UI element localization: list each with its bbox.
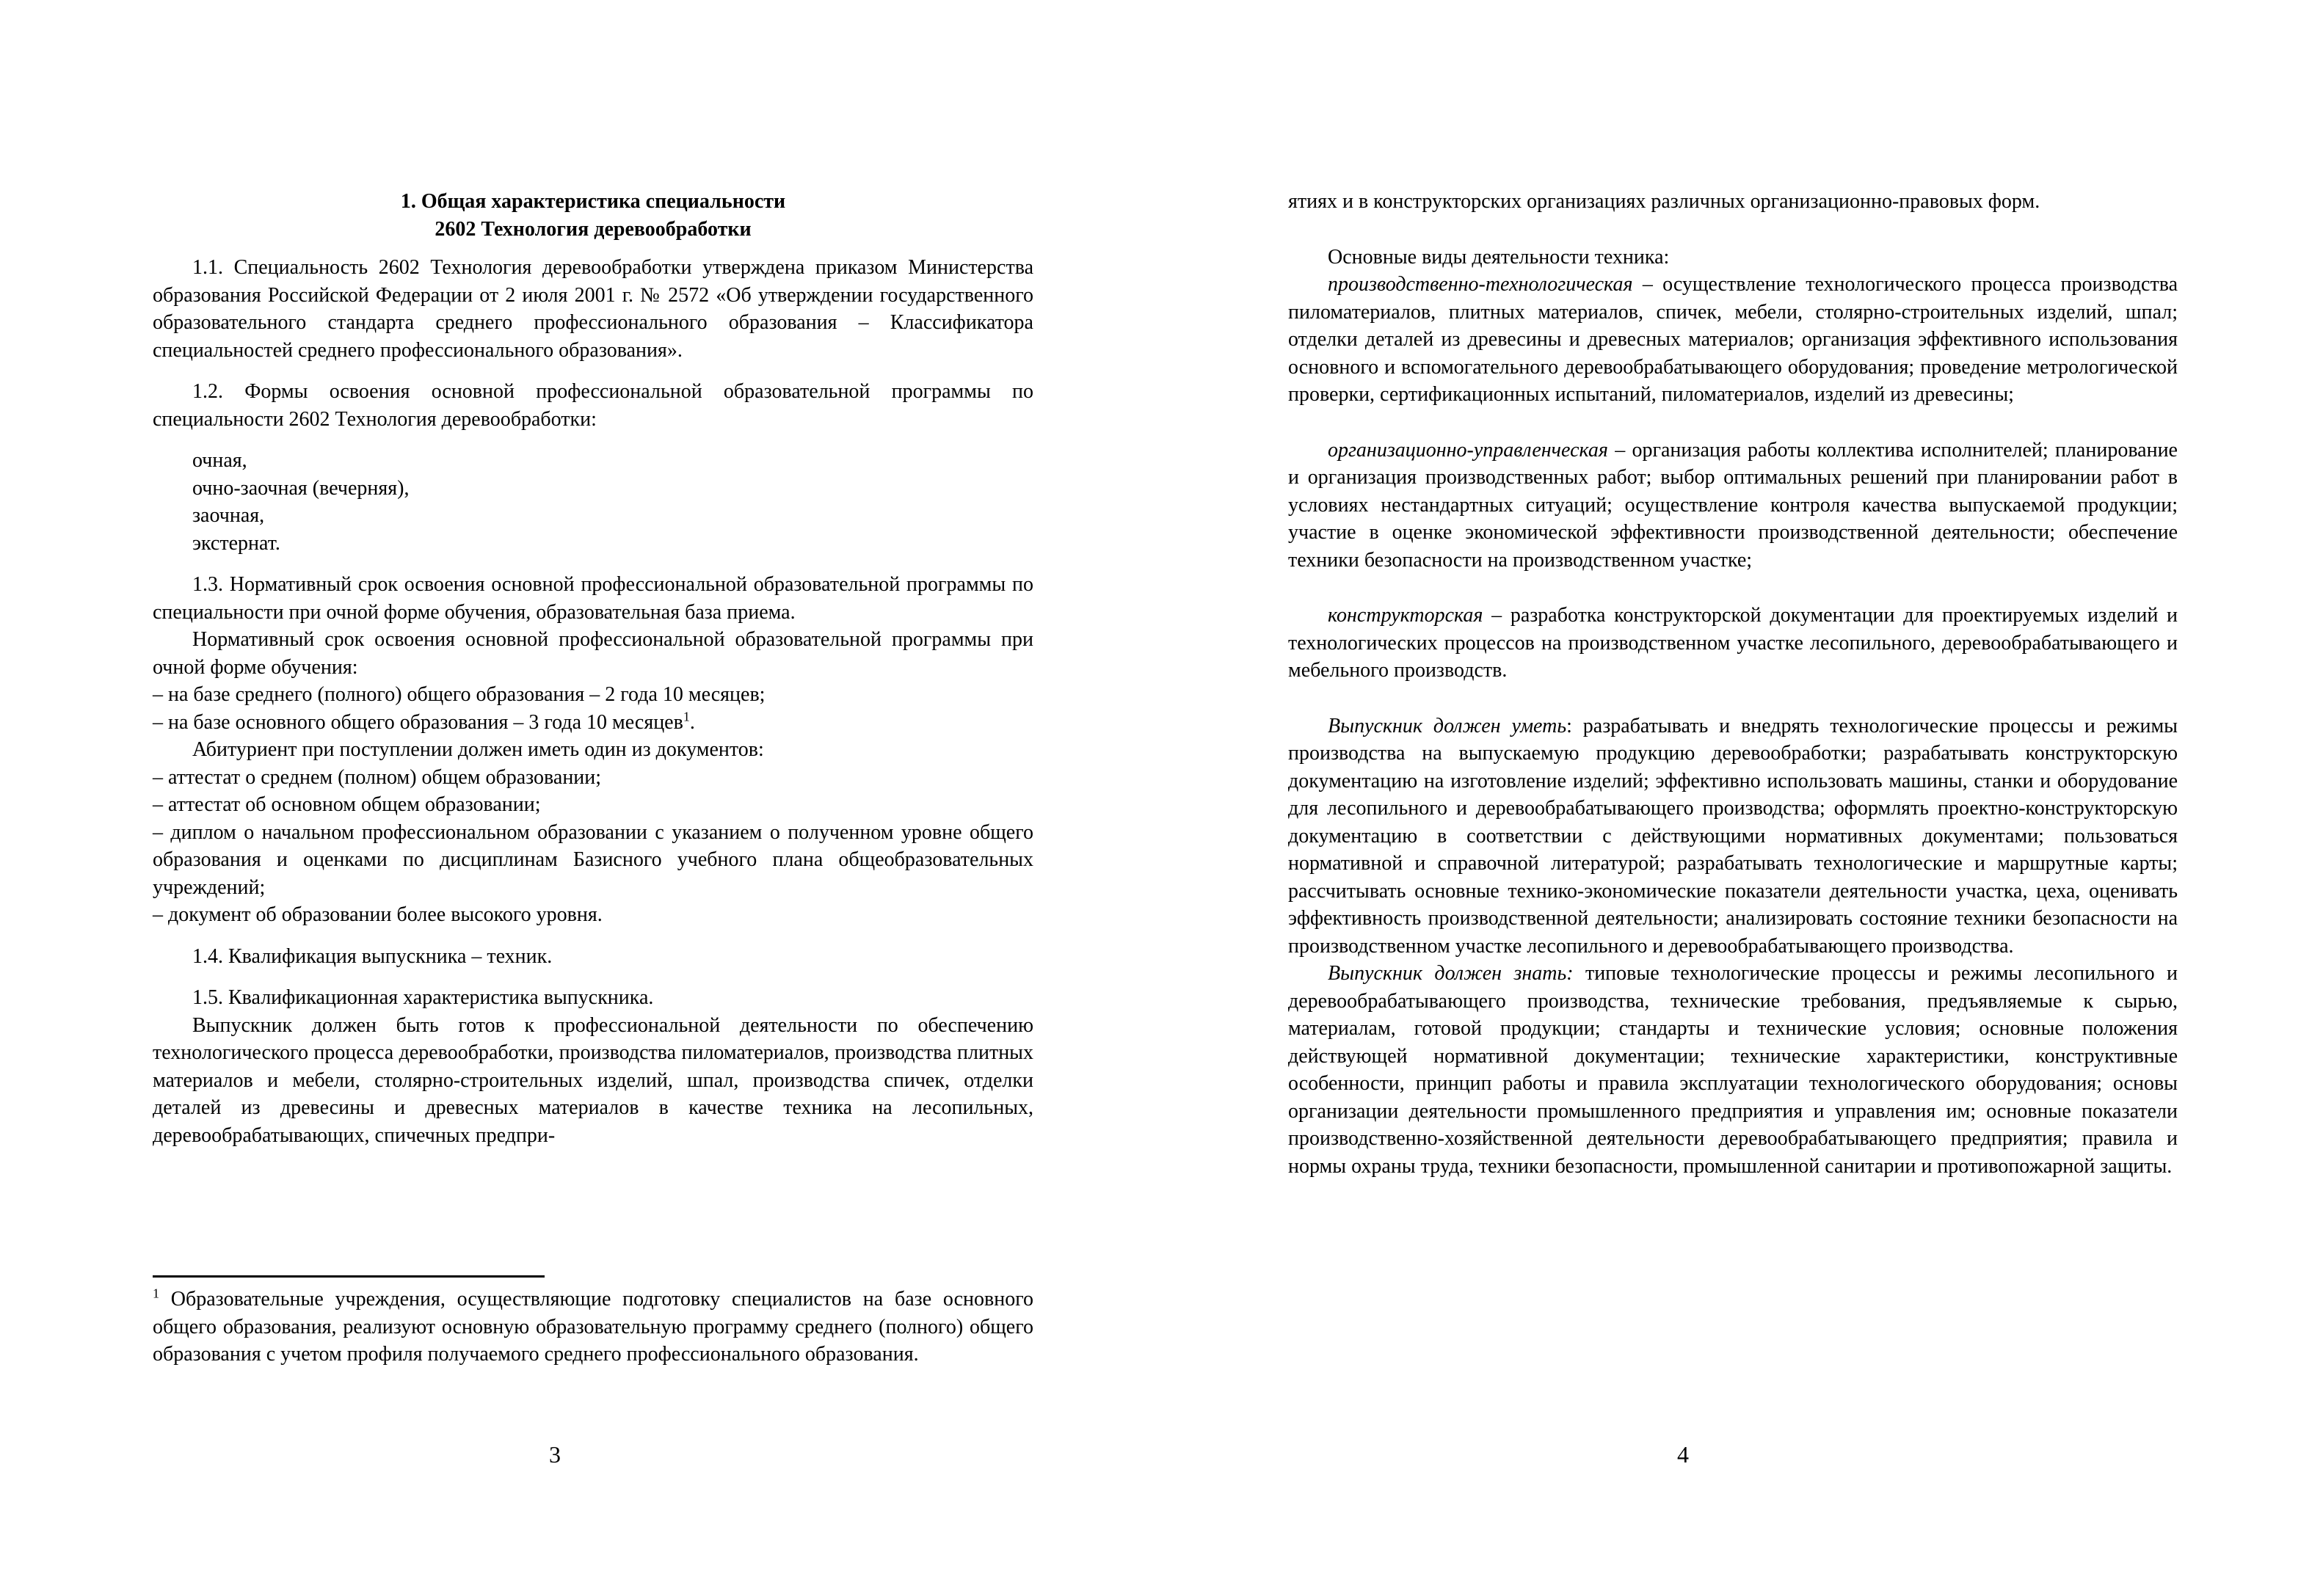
footnote-text: Образовательные учреждения, осуществляющие подготовку специалистов на базе основного общего образования, реализуют основную образовательную программу среднего (полного) общего образования с учетом профиля получаемого среднего профессионального образования. xyxy=(153,1288,1034,1366)
term-basic-base-end: . xyxy=(689,710,695,734)
list-item: заочная, xyxy=(192,504,265,527)
page-number: 3 xyxy=(549,1441,561,1468)
document-item: – аттестат об основном общем образовании; xyxy=(153,793,541,816)
paragraph-1-4: 1.4. Квалификация выпускника – техник. xyxy=(192,944,553,968)
activity-production-label: производственно-технологическая xyxy=(1328,273,1633,296)
activity-kinds-intro: Основные виды деятельности техника: xyxy=(1328,245,1670,269)
graduate-skills xyxy=(1288,713,2178,961)
section-title-line-2: 2602 Технология деревообработки xyxy=(435,218,752,241)
activity-management xyxy=(1288,437,2178,575)
section-title xyxy=(153,188,1033,244)
paragraph-1-2: 1.2. Формы освоения основной профессиональной образовательной программы по специальности 2602 Технология деревообработки: xyxy=(153,380,1033,431)
paragraph-1-1: 1.1. Специальность 2602 Технология деревообработки утверждена приказом Министерства образования Российской Федерации от 2 июля 2001 г. № 2572 «Об утверждении государственного образовательного стандарта среднего профессионального образования – Классификатора специальностей среднего профессионального образования». xyxy=(153,256,1033,362)
term-basic-base xyxy=(153,709,1033,737)
document-item: – диплом о начальном профессиональном образовании с указанием о полученном уровне общего образования и оценками по дисциплинам Базисного учебного плана общеобразовательных учреждений; xyxy=(153,820,1033,899)
activity-management-text: – организация работы коллектива исполнителей; планирование и организация производственных работ; выбор оптимальных решений при планировании работ в условиях нестандартных ситуаций; осуществление контроля качества выпускаемой продукции; участие в оценке экономической эффективности производственной деятельности; обеспечение техники безопасности на производственном участке; xyxy=(1288,438,2178,572)
document-item: – аттестат о среднем (полном) общем образовании; xyxy=(153,765,602,789)
footnote xyxy=(153,1286,1033,1369)
list-item: очная, xyxy=(192,449,247,472)
footnote-reference: 1 xyxy=(683,709,690,724)
paragraph-graduate-readiness: Выпускник должен быть готов к профессиональной деятельности по обеспечению технологического процесса деревообработки, производства пиломатериалов, производства плитных материалов и мебели, столярно-строительных изделий, шпал, производства спичек, отделки деталей из древесины и древесных материалов в качестве техника на лесопильных, деревообрабатывающих, спичечных предпри- xyxy=(153,1013,1033,1147)
paragraph-normative-term: Нормативный срок освоения основной профессиональной образовательной программы при очной форме обучения: xyxy=(153,628,1033,679)
paragraph-1-3: 1.3. Нормативный срок освоения основной профессиональной образовательной программы по специальности при очной форме обучения, образовательная база приема. xyxy=(153,573,1033,624)
activity-management-label: организационно-управленческая xyxy=(1328,438,1608,462)
paragraph-continuation: ятиях и в конструкторских организациях различных организационно-правовых форм. xyxy=(1288,190,2040,213)
left-page-text xyxy=(153,188,1033,1149)
graduate-knowledge xyxy=(1288,960,2178,1180)
footnote-mark: 1 xyxy=(153,1286,159,1301)
study-forms-list xyxy=(153,447,1033,557)
activity-design xyxy=(1288,602,2178,685)
paragraph-1-5: 1.5. Квалификационная характеристика выпускника. xyxy=(192,986,654,1009)
activity-production xyxy=(1288,271,2178,409)
graduate-skills-text: : разрабатывать и внедрять технологические процессы и режимы производства на выпускаемую продукцию деревообработки; разрабатывать конструкторскую документацию на изготовление изделий; эффективно использовать машины, станки и оборудование для лесопильного и деревообрабатывающего производства; оформлять проектно-конструкторскую документацию в соответствии с действующими нормативных документами; пользоваться нормативной и справочной литературой; разрабатывать технологические и маршрутные карты; рассчитывать основные технико-экономические показатели деятельности участка, цеха, оценивать эффективность производственной деятельности; анализировать состояние техники безопасности на производственном участке лесопильного и деревообрабатывающего производства. xyxy=(1288,714,2178,958)
document-item: – документ об образовании более высокого уровня. xyxy=(153,903,603,926)
section-title-line-1: 1. Общая характеристика специальности xyxy=(400,190,786,213)
list-item: очно-заочная (вечерняя), xyxy=(192,476,410,500)
right-page xyxy=(1156,0,2312,1596)
graduate-knowledge-label: Выпускник должен знать: xyxy=(1328,962,1574,985)
activity-design-text: – разработка конструкторской документации для проектируемых изделий и технологических процессов на производственном участке лесопильного, деревообрабатывающего и мебельного производств. xyxy=(1288,604,2178,682)
right-page-text xyxy=(1288,188,2178,1180)
page-number: 4 xyxy=(1677,1441,1689,1468)
term-basic-base-text: – на базе основного общего образования – 3 года 10 месяцев xyxy=(153,710,683,734)
graduate-knowledge-text: типовые технологические процессы и режимы лесопильного и деревообрабатывающего производства, технические требования, предъявляемые к сырью, материалам, готовой продукции; стандарты и технические условия; основные положения действующей нормативной документации; технические характеристики, конструктивные особенности, принцип работы и правила эксплуатации технологического оборудования; основы организации деятельности промышленного предприятия и управления им; основные показатели производственно-хозяйственной деятельности деревообрабатывающего предприятия; правила и нормы охраны труда, техники безопасности, промышленной санитарии и противопожарной защиты. xyxy=(1288,962,2178,1178)
term-secondary-base: – на базе среднего (полного) общего образования – 2 года 10 месяцев; xyxy=(153,683,766,706)
activity-production-text: – осуществление технологического процесса производства пиломатериалов, плитных материалов, спичек, мебели, столярно-строительных изделий, шпал; отделки деталей из древесины и древесных материалов; организация эффективного использования основного и вспомогательного деревообрабатывающего оборудования; проведение метрологической проверки, сертификационных испытаний, пиломатериалов, изделий из древесины; xyxy=(1288,273,2178,406)
footnote-divider xyxy=(153,1275,545,1278)
list-item: экстернат. xyxy=(192,531,280,555)
applicant-requirements: Абитуриент при поступлении должен иметь один из документов: xyxy=(192,738,764,761)
activity-design-label: конструкторская xyxy=(1328,604,1483,627)
graduate-skills-label: Выпускник должен уметь xyxy=(1328,714,1567,737)
